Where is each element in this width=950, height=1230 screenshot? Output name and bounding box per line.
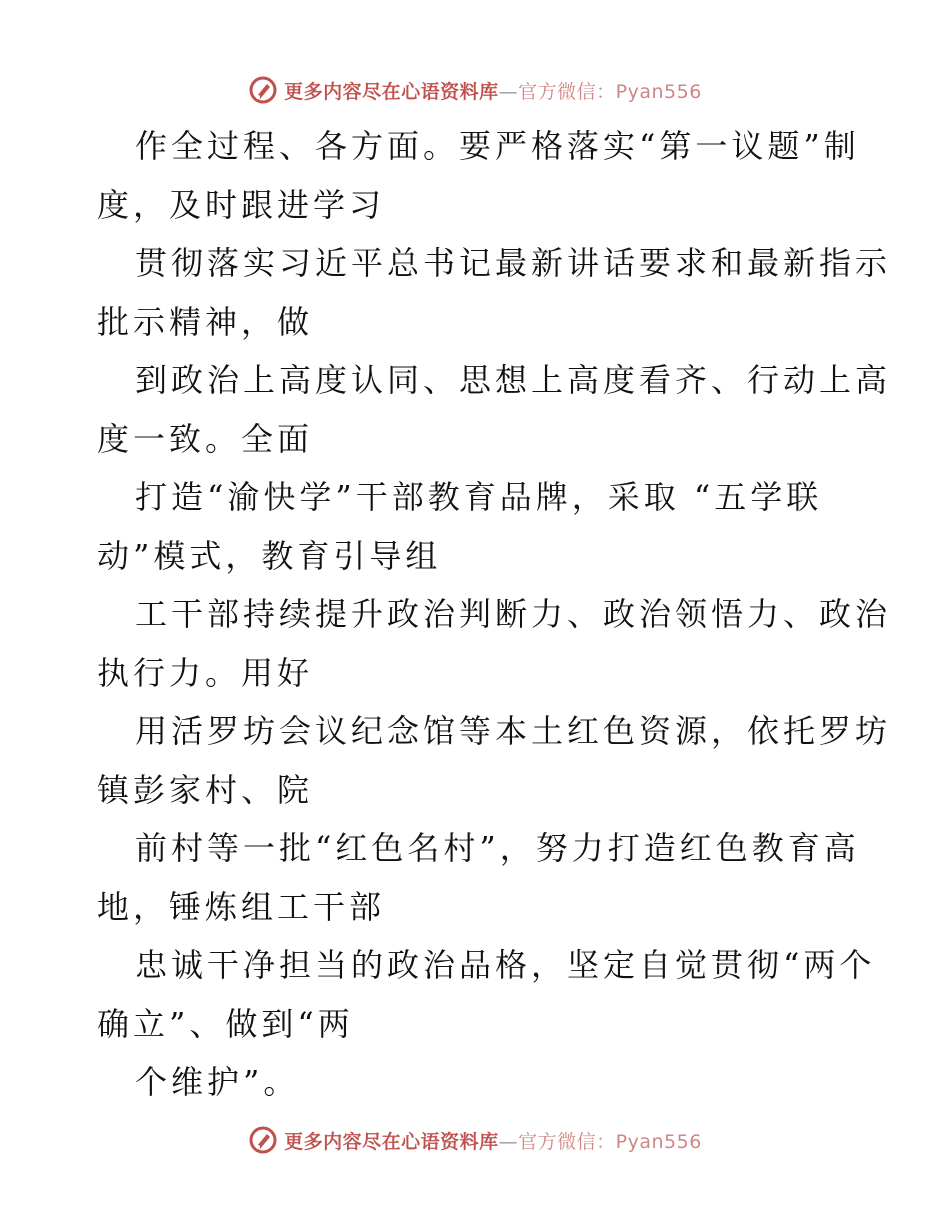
document-body (97, 117, 892, 1112)
body-line: 个维护”。 (135, 1063, 300, 1101)
body-line: 度，及时跟进学习 (97, 185, 386, 224)
body-line: 作全过程、各方面。要严格落实“第一议题”制 (135, 127, 860, 165)
body-line: 地，锤炼组工干部 (97, 887, 386, 926)
body-line: 打造“渝快学”干部教育品牌，采取 “五学联 (135, 478, 823, 516)
watermark-tag: 官方微信：Pyan556 (518, 80, 702, 103)
watermark-text (284, 1127, 702, 1154)
body-line: 镇彭家村、院 (97, 770, 314, 809)
body-line: 忠诚干净担当的政治品格，坚定自觉贯彻“两个 (135, 946, 876, 984)
pen-seal-icon (248, 1125, 278, 1155)
body-line: 前村等一批“红色名村”，努力打造红色教育高 (135, 829, 860, 867)
body-line: 动”模式，教育引导组 (97, 536, 442, 575)
watermark-separator: — (498, 80, 519, 103)
body-line: 贯彻落实习近平总书记最新讲话要求和最新指示 (135, 244, 892, 282)
body-line: 工干部持续提升政治判断力、政治领悟力、政治 (135, 595, 892, 633)
body-line: 批示精神，做 (97, 302, 314, 341)
footer-watermark (0, 1120, 950, 1160)
watermark-tag: 官方微信：Pyan556 (518, 1130, 702, 1153)
watermark-main: 更多内容尽在心语资料库 (284, 80, 499, 103)
watermark-text (284, 77, 702, 104)
watermark-separator: — (498, 1130, 519, 1153)
body-line: 执行力。用好 (97, 653, 314, 692)
body-line: 到政治上高度认同、思想上高度看齐、行动上高 (135, 361, 892, 399)
body-line: 度一致。全面 (97, 419, 314, 458)
watermark-main: 更多内容尽在心语资料库 (284, 1130, 499, 1153)
body-line: 确立”、做到“两 (97, 1004, 354, 1043)
pen-seal-icon (248, 75, 278, 105)
body-line: 用活罗坊会议纪念馆等本土红色资源，依托罗坊 (135, 712, 892, 750)
header-watermark (0, 70, 950, 110)
